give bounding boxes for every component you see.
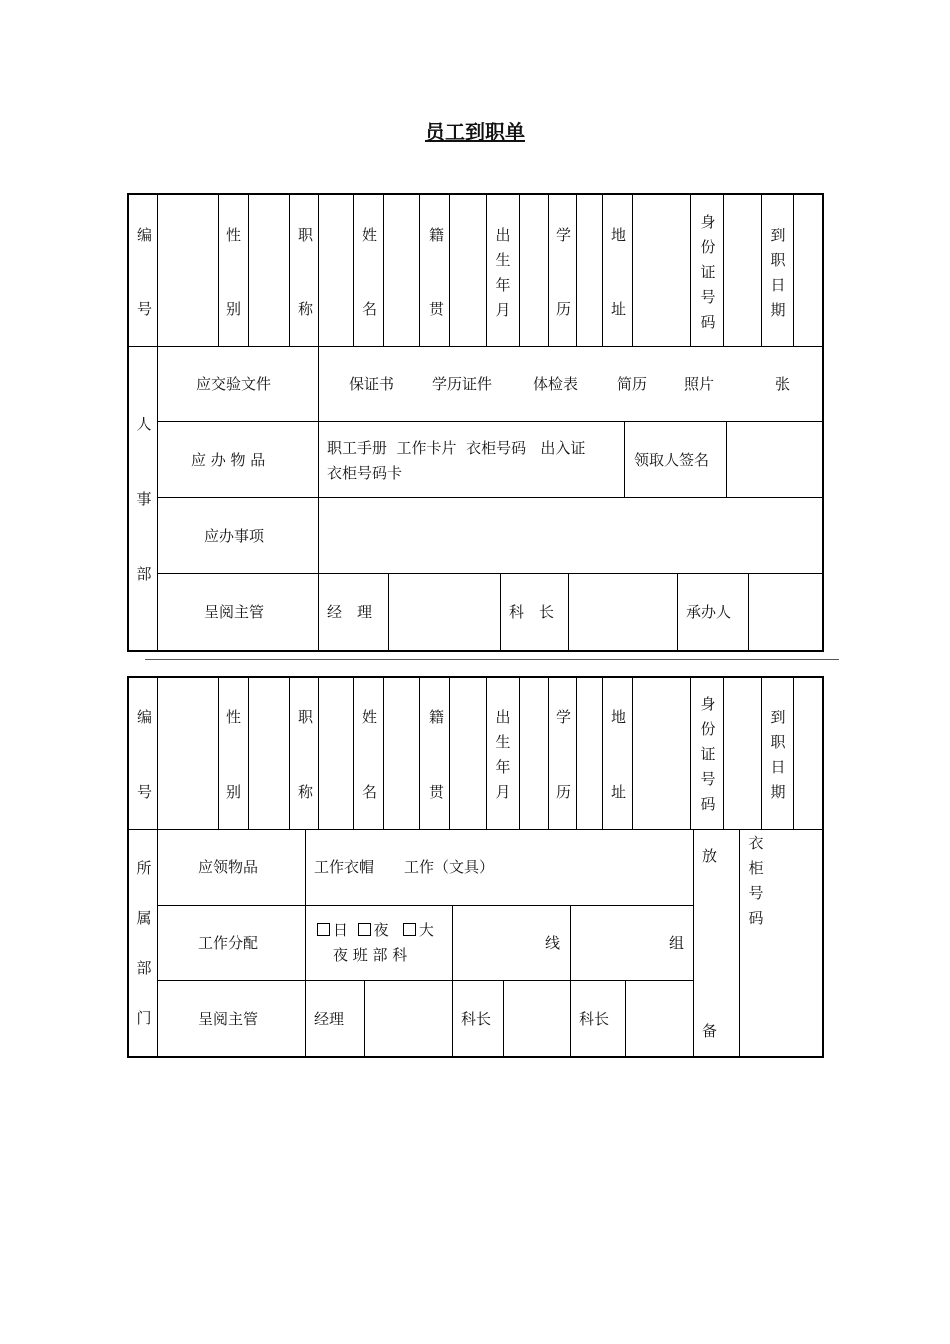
- form-label: 号: [137, 783, 153, 801]
- form-label: 出 生 年 月: [495, 708, 511, 801]
- form-hr: [127, 193, 824, 652]
- header-origin-bottom: 贯: [429, 300, 445, 318]
- header-address-top: 地: [611, 226, 627, 244]
- doc-resume: 简历: [617, 375, 648, 393]
- form-label: 址: [611, 783, 627, 801]
- table-rule: [602, 194, 603, 346]
- dept-items-label: 应领物品: [198, 858, 259, 876]
- table-rule: [452, 905, 453, 1057]
- form-label: 到 职 日 期: [770, 708, 786, 801]
- header-id-card: 身 份 证 号 码: [700, 213, 716, 331]
- table-rule: [576, 677, 577, 829]
- table-rule: [486, 677, 487, 829]
- header-birth: 出 生 年 月: [495, 226, 511, 319]
- table-rule: [157, 497, 822, 498]
- table-rule: [761, 194, 762, 346]
- dept-review-label: 呈阅主管: [198, 1010, 259, 1028]
- matters-label: 应办事项: [204, 527, 265, 545]
- table-rule: [157, 421, 822, 422]
- table-rule: [419, 194, 420, 346]
- handler-label: 承办人: [686, 603, 732, 621]
- form-label: 学: [556, 708, 572, 726]
- dept-label: 所 属 部 门: [136, 859, 152, 1027]
- group-label: 组: [669, 934, 685, 952]
- dept-chief2-label: 科长: [579, 1010, 610, 1028]
- shift-line2: 夜 班 部 科: [333, 946, 408, 964]
- dept-items-value: 工作衣帽 工作（文具）: [314, 858, 495, 876]
- form-label: 身 份 证 号 码: [700, 695, 716, 813]
- hr-dept-label: 人 事 部: [136, 415, 152, 583]
- table-rule: [503, 980, 504, 1057]
- doc-guarantee: 保证书: [349, 375, 395, 393]
- remark-top: 放: [702, 847, 718, 865]
- header-name-bottom: 名: [362, 300, 378, 318]
- docs-label: 应交验文件: [196, 375, 272, 393]
- table-rule: [218, 677, 219, 829]
- table-rule: [248, 677, 249, 829]
- items-line2: 衣柜号码卡: [327, 464, 403, 482]
- table-rule: [353, 677, 354, 829]
- table-rule: [568, 573, 569, 651]
- header-start-date: 到 职 日 期: [770, 226, 786, 319]
- receiver-label: 领取人签名: [634, 451, 710, 469]
- table-rule: [289, 194, 290, 346]
- table-rule: [761, 677, 762, 829]
- table-rule: [690, 677, 691, 829]
- header-position-bottom: 称: [298, 300, 314, 318]
- table-rule: [793, 194, 794, 346]
- table-rule: [218, 194, 219, 346]
- form-label: 职: [298, 708, 314, 726]
- table-rule: [364, 980, 365, 1057]
- doc-photo: 照片: [684, 375, 715, 393]
- table-rule: [128, 346, 822, 347]
- form-label: 地: [611, 708, 627, 726]
- table-rule: [383, 677, 384, 829]
- table-rule: [602, 677, 603, 829]
- table-rule: [388, 573, 389, 651]
- shift-big-checkbox[interactable]: [403, 923, 416, 936]
- table-rule: [289, 677, 290, 829]
- table-rule: [500, 573, 501, 651]
- header-address-bottom: 址: [611, 300, 627, 318]
- table-rule: [449, 677, 450, 829]
- shift-night-checkbox[interactable]: [358, 923, 371, 936]
- table-rule: [793, 677, 794, 829]
- form-label: 籍: [429, 708, 445, 726]
- doc-unit: 张: [775, 375, 791, 393]
- dept-chief1-label: 科长: [461, 1010, 492, 1028]
- table-rule: [748, 573, 749, 651]
- table-rule: [624, 421, 625, 497]
- separator-line: [145, 659, 839, 660]
- manager-label: 经 理: [327, 603, 373, 621]
- form-label: 编: [137, 708, 153, 726]
- form-label: 姓: [362, 708, 378, 726]
- header-id-top: 编: [137, 226, 153, 244]
- items-line1: 职工手册 工作卡片 衣柜号码 出入证: [327, 439, 586, 457]
- form-label: 名: [362, 783, 378, 801]
- section-chief-label: 科 长: [509, 603, 555, 621]
- header-education-top: 学: [556, 226, 572, 244]
- table-rule: [625, 980, 626, 1057]
- table-rule: [157, 573, 822, 574]
- form-label: 性: [226, 708, 242, 726]
- table-rule: [157, 677, 158, 1057]
- table-rule: [723, 194, 724, 346]
- table-rule: [548, 194, 549, 346]
- doc-diploma: 学历证件: [432, 375, 493, 393]
- dept-manager-label: 经理: [314, 1010, 345, 1028]
- table-rule: [383, 194, 384, 346]
- table-rule: [157, 194, 158, 652]
- header-position-top: 职: [298, 226, 314, 244]
- page-title: 员工到职单: [425, 120, 525, 144]
- items-label: 应 办 物 品: [191, 451, 266, 469]
- header-name-top: 姓: [362, 226, 378, 244]
- table-rule: [157, 905, 693, 906]
- table-rule: [305, 829, 306, 1057]
- form-label: 称: [298, 783, 314, 801]
- header-education-bottom: 历: [556, 300, 572, 318]
- table-rule: [690, 194, 691, 346]
- table-rule: [723, 677, 724, 829]
- form-label: 贯: [429, 783, 445, 801]
- shift-options: 日 夜 大: [317, 923, 434, 938]
- table-rule: [248, 194, 249, 346]
- table-rule: [576, 194, 577, 346]
- table-rule: [677, 573, 678, 651]
- header-gender-bottom: 别: [226, 300, 242, 318]
- table-rule: [318, 194, 319, 652]
- table-rule: [128, 829, 822, 830]
- table-rule: [519, 677, 520, 829]
- table-rule: [486, 194, 487, 346]
- table-rule: [419, 677, 420, 829]
- shift-day-checkbox[interactable]: [317, 923, 330, 936]
- form-label: 历: [556, 783, 572, 801]
- table-rule: [632, 194, 633, 346]
- table-rule: [632, 677, 633, 829]
- header-gender-top: 性: [226, 226, 242, 244]
- locker-label: 衣 柜 号 码: [748, 834, 764, 927]
- table-rule: [726, 421, 727, 497]
- table-rule: [570, 905, 571, 1057]
- remark-bottom: 备: [702, 1022, 718, 1040]
- table-rule: [548, 677, 549, 829]
- review-label: 呈阅主管: [204, 603, 265, 621]
- table-rule: [157, 980, 693, 981]
- doc-health: 体检表: [533, 375, 579, 393]
- table-rule: [318, 677, 319, 829]
- table-rule: [449, 194, 450, 346]
- table-rule: [353, 194, 354, 346]
- header-origin-top: 籍: [429, 226, 445, 244]
- table-rule: [739, 829, 740, 1057]
- form-label: 别: [226, 783, 242, 801]
- assign-label: 工作分配: [198, 934, 259, 952]
- line-label: 线: [545, 934, 561, 952]
- table-rule: [693, 829, 694, 1057]
- header-id-bottom: 号: [137, 300, 153, 318]
- table-rule: [519, 194, 520, 346]
